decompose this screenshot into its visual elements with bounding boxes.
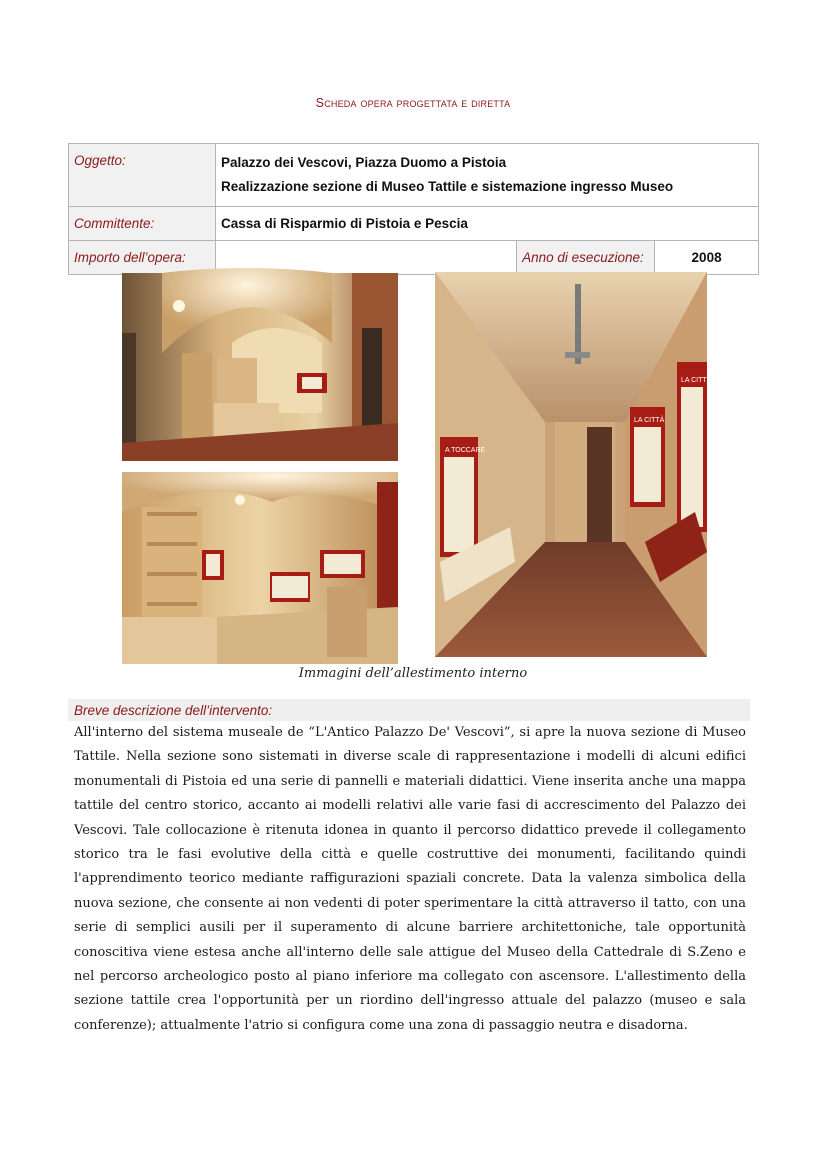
images-caption: Immagini dell’allestimento interno [298,666,528,681]
row-oggetto [69,144,759,207]
oggetto-line-2: Realizzazione sezione di Museo Tattile e sistemazione ingresso Museo [221,179,674,194]
anno-value: 2008 [655,241,759,275]
panel-label-2: LA CITTÀ [634,417,665,424]
description-text: All'interno del sistema museale de “L'Antico Palazzo De' Vescovi”, si apre la nuova sezione di Museo Tattile. Nella sezione sono sistemati in diverse scale di rappresentazione i modelli di alcuni edifici monumentali di Pistoia ed una serie di pannelli e materiali didattici. Viene inserita anche una mappa tattile del centro storico, accanto ai modelli relativi alle varie fasi di accrescimento del Palazzo dei Vescovi. Tale collocazione è ritenuta idonea in quanto il percorso didattico prevede il collegamento storico tra le fasi evolutive della città e quelle costruttive dei monumenti, facilitando quindi l'apprendimento teorico mediante raffigurazioni spaziali concrete. Data la valenza simbolica della nuova sezione, che consente ai non vedenti di poter sperimentare la città attraverso il tatto, con una serie di semplici ausili per il superamento di alcune barriere architettoniche, tale opportunità conoscitiva viene estesa anche all'interno delle sale attigue del Museo della Cattedrale di S.Zeno e nel percorso archeologico posto al piano inferiore ma collegato con ascensore. L'allestimento della sezione tattile crea l'opportunità per un riordino dell'ingresso attuale del palazzo (museo e sala conferenze); attualmente l'atrio si configura come una zona di passaggio neutra e disadorna. [74,725,746,1033]
interior-photo-1 [122,273,398,461]
anno-label: Anno di esecuzione: [517,241,655,275]
description-header [68,699,750,721]
committente-label: Committente: [69,207,216,241]
oggetto-value [216,144,759,207]
interior-photo-2 [122,472,398,664]
description-title: Breve descrizione dell’intervento: [74,703,273,718]
panel-label-3: LA CITTÀ [681,377,712,384]
info-table [68,143,759,275]
oggetto-line-1: Palazzo dei Vescovi, Piazza Duomo a Pistoia [221,155,507,170]
row-importo [69,241,759,275]
page-header-title: Scheda opera progettata e diretta [315,96,511,110]
panel-label-1: A TOCCARE [445,447,486,454]
row-committente [69,207,759,241]
interior-photo-3 [435,272,712,657]
committente-value: Cassa di Risparmio di Pistoia e Pescia [216,207,759,241]
oggetto-label: Oggetto: [69,144,216,207]
importo-label: Importo dell’opera: [69,241,216,275]
